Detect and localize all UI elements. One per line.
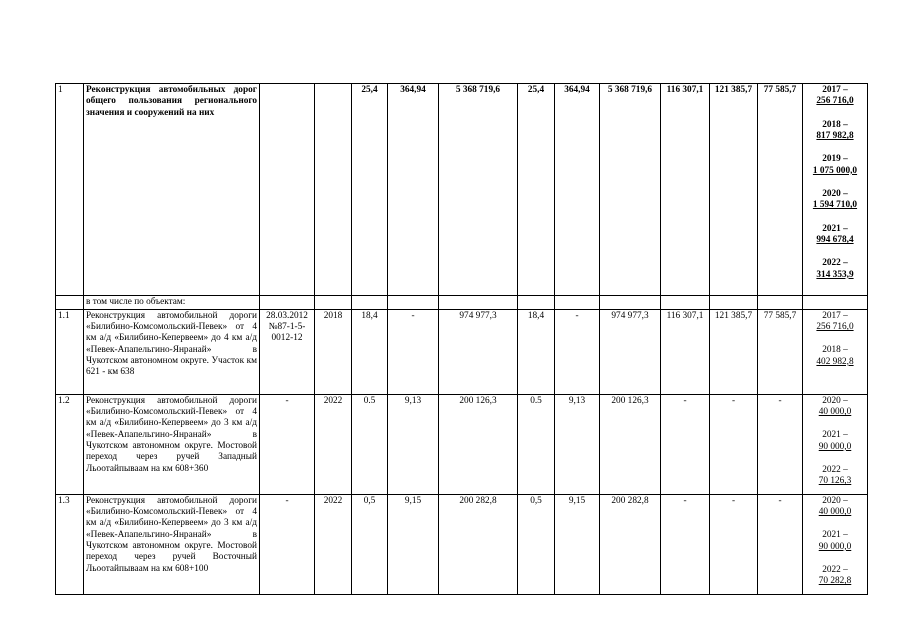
object-name: Реконструкция автомобильных дорог общего пользования регионального значения и сооружений на них (84, 84, 260, 296)
cell-funding-2: 121 385,7 (710, 84, 758, 296)
year-amount: 994 678,4 (816, 234, 854, 245)
cell-estimated-cost: 200 282,8 (439, 494, 518, 594)
empty-cell (600, 296, 661, 310)
year-entry (804, 465, 866, 488)
cell-estimated-cost: 200 126,3 (439, 394, 518, 494)
cell-capacity: 9,13 (388, 394, 439, 494)
year-label: 2019 – (822, 154, 848, 165)
commission-year: 2022 (315, 394, 352, 494)
year-entry (804, 85, 866, 108)
cell-estimated-cost: 5 368 719,6 (439, 84, 518, 296)
year-entry (804, 258, 866, 281)
empty-cell (710, 296, 758, 310)
cell-estimated-cost-2: 5 368 719,6 (600, 84, 661, 296)
year-label: 2017 – (822, 310, 848, 321)
row-number: 1.3 (56, 494, 84, 594)
empty-cell (260, 296, 315, 310)
approval-date: - (260, 394, 315, 494)
year-entry (804, 496, 866, 519)
year-amount: 90 000,0 (818, 541, 852, 552)
yearly-funding (803, 309, 868, 394)
year-entry (804, 430, 866, 453)
empty-cell (315, 296, 352, 310)
cell-length-km: 25,4 (352, 84, 388, 296)
table-row (56, 494, 868, 594)
yearly-funding (803, 494, 868, 594)
cell-capacity-2: - (555, 309, 600, 394)
empty-cell (661, 296, 710, 310)
cell-capacity: 364,94 (388, 84, 439, 296)
table-row-total (56, 84, 868, 296)
table-row (56, 309, 868, 394)
cell-funding-2: - (710, 394, 758, 494)
year-label: 2022 – (822, 565, 848, 575)
cell-capacity-2: 9,15 (555, 494, 600, 594)
yearly-funding (803, 84, 868, 296)
year-label: 2018 – (822, 119, 848, 130)
cell-estimated-cost-2: 200 126,3 (600, 394, 661, 494)
year-label: 2018 – (822, 345, 848, 356)
cell-capacity: 9,15 (388, 494, 439, 594)
cell-length-km: 18,4 (352, 309, 388, 394)
year-label: 2021 – (822, 430, 848, 441)
cell-funding-1: - (661, 394, 710, 494)
year-label: 2020 – (822, 395, 848, 406)
year-entry (804, 154, 866, 177)
cell-funding-3: - (758, 394, 803, 494)
cell-length-km-2: 0.5 (518, 394, 555, 494)
cell-estimated-cost: 974 977,3 (439, 309, 518, 394)
table-row (56, 394, 868, 494)
year-amount: 256 716,0 (816, 322, 854, 333)
cell-length-km: 0.5 (352, 394, 388, 494)
row-number: 1.1 (56, 309, 84, 394)
object-name: Реконструкция автомобильной дороги «Билибино-Комсомольский-Певек» от 4 км а/д «Билибино-Кепервеем» до 4 км а/д «Певек-Апапельгино-Янранай» в Чукотском автономном округе. Участок км 621 - км 638 (84, 309, 260, 394)
cell-capacity-2: 9,13 (555, 394, 600, 494)
year-amount: 40 000,0 (818, 407, 852, 418)
year-label: 2021 – (822, 530, 848, 541)
subheader-label: в том числе по объектам: (84, 296, 260, 310)
object-name: Реконструкция автомобильной дороги «Билибино-Комсомольский-Певек» от 4 км а/д «Билибино-Кепервеем» до 3 км а/д «Певек-Апапельгино-Янранай» в Чукотском автономном округе. Мостовой переход через ручей Восточный Льоотайпываам на км 608+100 (84, 494, 260, 594)
cell-funding-3: - (758, 494, 803, 594)
commission-year (315, 84, 352, 296)
year-label: 2020 – (822, 188, 848, 199)
empty-cell (388, 296, 439, 310)
approval-date: - (260, 494, 315, 594)
cell-funding-3: 77 585,7 (758, 309, 803, 394)
cell-length-km-2: 25,4 (518, 84, 555, 296)
year-label: 2020 – (822, 495, 848, 506)
year-entry (804, 120, 866, 143)
year-amount: 40 000,0 (818, 507, 852, 518)
row-number: 1 (56, 84, 84, 296)
year-amount: 1 075 000,0 (812, 165, 858, 176)
year-entry (804, 189, 866, 212)
empty-cell (352, 296, 388, 310)
empty-cell (803, 296, 868, 310)
cell-funding-1: 116 307,1 (661, 84, 710, 296)
year-amount: 90 000,0 (818, 441, 852, 452)
year-amount: 817 982,8 (816, 130, 854, 141)
cell-length-km-2: 0,5 (518, 494, 555, 594)
cell-funding-1: 116 307,1 (661, 309, 710, 394)
cell-funding-2: 121 385,7 (710, 309, 758, 394)
empty-cell (56, 296, 84, 310)
year-entry (804, 530, 866, 553)
commission-year: 2022 (315, 494, 352, 594)
empty-cell (518, 296, 555, 310)
yearly-funding (803, 394, 868, 494)
year-entry (804, 224, 866, 247)
table-row-subheader (56, 296, 868, 310)
year-label: 2021 – (822, 223, 848, 234)
year-amount: 402 982,8 (816, 356, 854, 367)
investment-table (55, 83, 868, 595)
year-amount: 256 716,0 (816, 96, 854, 107)
year-amount: 314 353,9 (816, 269, 854, 280)
cell-estimated-cost-2: 200 282,8 (600, 494, 661, 594)
year-entry (804, 345, 866, 368)
year-label: 2022 – (822, 258, 848, 269)
object-name: Реконструкция автомобильной дороги «Билибино-Комсомольский-Певек» от 4 км а/д «Билибино-Кепервеем» до 3 км а/д «Певек-Апапельгино-Янранай» в Чукотском автономном округе. Мостовой переход через ручей Западный Льоотайпываам на км 608+360 (84, 394, 260, 494)
cell-capacity-2: 364,94 (555, 84, 600, 296)
cell-length-km-2: 18,4 (518, 309, 555, 394)
cell-capacity: - (388, 309, 439, 394)
cell-length-km: 0,5 (352, 494, 388, 594)
year-amount: 1 594 710,0 (812, 200, 858, 211)
cell-funding-2: - (710, 494, 758, 594)
cell-funding-1: - (661, 494, 710, 594)
cell-estimated-cost-2: 974 977,3 (600, 309, 661, 394)
approval-date (260, 84, 315, 296)
year-entry (804, 396, 866, 419)
year-amount: 70 126,3 (818, 476, 852, 487)
empty-cell (439, 296, 518, 310)
year-entry (804, 311, 866, 334)
row-number: 1.2 (56, 394, 84, 494)
cell-funding-3: 77 585,7 (758, 84, 803, 296)
empty-cell (555, 296, 600, 310)
empty-cell (758, 296, 803, 310)
year-amount: 70 282,8 (818, 576, 852, 587)
year-label: 2017 – (822, 85, 848, 95)
year-label: 2022 – (822, 465, 848, 475)
approval-date: 28.03.2012 №87-1-5-0012-12 (260, 309, 315, 394)
year-entry (804, 565, 866, 588)
commission-year: 2018 (315, 309, 352, 394)
